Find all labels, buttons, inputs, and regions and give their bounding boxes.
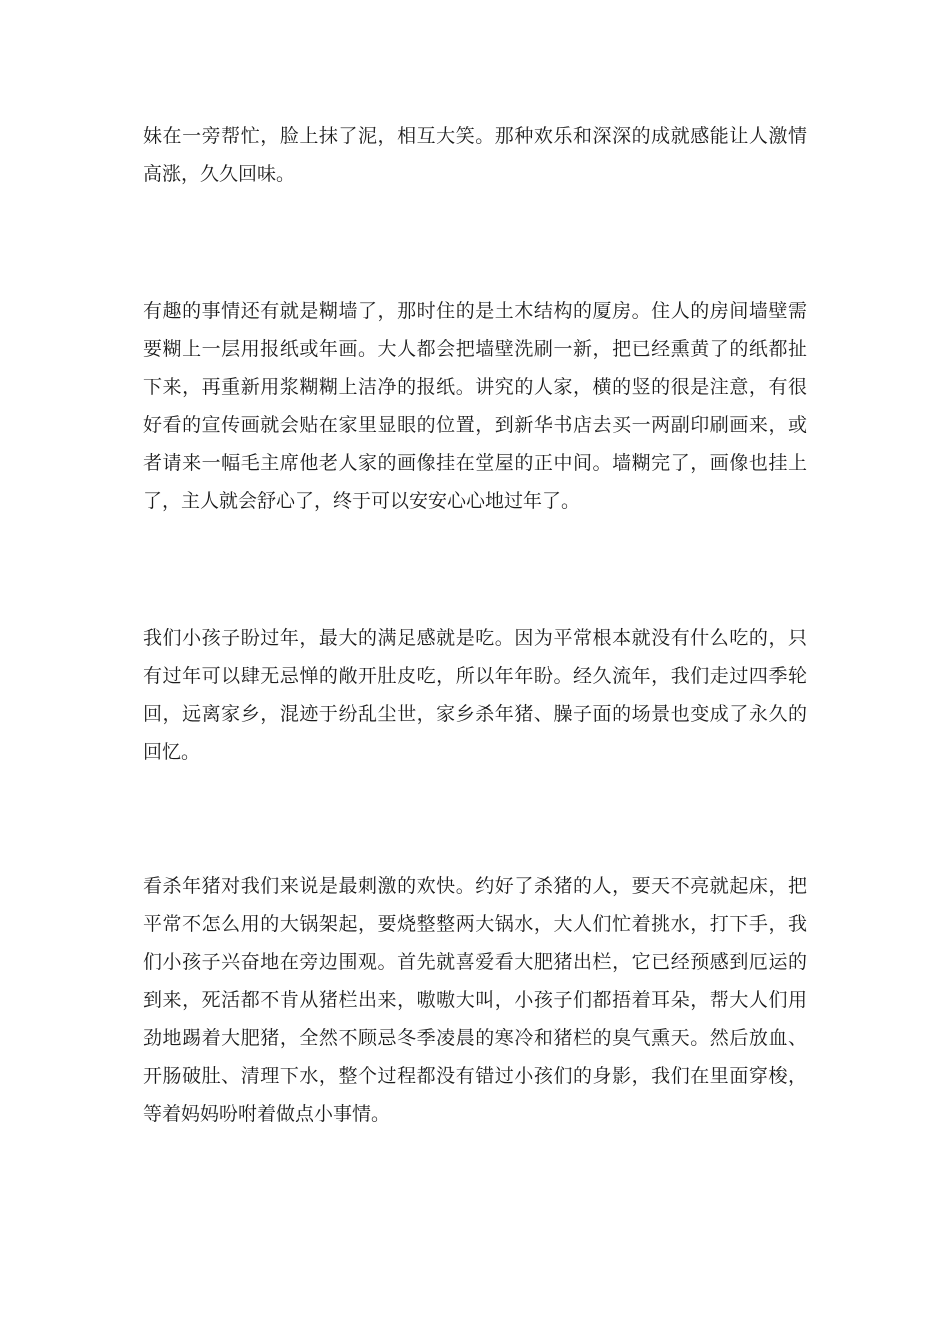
text-line: 妹在一旁帮忙，脸上抹了泥，相互大笑。那种欢乐和深深的成就感能让人激情 bbox=[143, 125, 807, 147]
text-line: 下来，再重新用浆糊糊上洁净的报纸。讲究的人家，横的竖的很是注意，有很 bbox=[143, 376, 807, 398]
text-line: 们小孩子兴奋地在旁边围观。首先就喜爱看大肥猪出栏，它已经预感到厄运的 bbox=[143, 951, 807, 973]
paragraph bbox=[143, 867, 807, 1133]
text-line: 者请来一幅毛主席他老人家的画像挂在堂屋的正中间。墙糊完了，画像也挂上 bbox=[143, 452, 807, 474]
text-line: 劲地踢着大肥猪，全然不顾忌冬季凌晨的寒冷和猪栏的臭气熏天。然后放血、 bbox=[143, 1027, 807, 1049]
text-line: 平常不怎么用的大锅架起，要烧整整两大锅水，大人们忙着挑水，打下手，我 bbox=[143, 913, 807, 935]
paragraph bbox=[143, 292, 807, 520]
text-line: 回，远离家乡，混迹于纷乱尘世，家乡杀年猪、臊子面的场景也变成了永久的 bbox=[143, 703, 807, 725]
text-line: 我们小孩子盼过年，最大的满足感就是吃。因为平常根本就没有什么吃的，只 bbox=[143, 627, 807, 649]
text-line: 了，主人就会舒心了，终于可以安安心心地过年了。 bbox=[143, 490, 581, 512]
text-line: 好看的宣传画就会贴在家里显眼的位置，到新华书店去买一两副印刷画来，或 bbox=[143, 414, 807, 436]
text-line: 到来，死活都不肯从猪栏出来，嗷嗷大叫，小孩子们都捂着耳朵，帮大人们用 bbox=[143, 989, 807, 1011]
text-line: 有过年可以肆无忌惮的敞开肚皮吃，所以年年盼。经久流年，我们走过四季轮 bbox=[143, 665, 807, 687]
text-line: 有趣的事情还有就是糊墙了，那时住的是土木结构的厦房。住人的房间墙壁需 bbox=[143, 300, 807, 322]
text-line: 要糊上一层用报纸或年画。大人都会把墙壁洗刷一新，把已经熏黄了的纸都扯 bbox=[143, 338, 807, 360]
text-line: 看杀年猪对我们来说是最刺激的欢快。约好了杀猪的人，要天不亮就起床，把 bbox=[143, 875, 807, 897]
text-line: 等着妈妈吩咐着做点小事情。 bbox=[143, 1103, 391, 1125]
paragraph bbox=[143, 117, 807, 193]
paragraph bbox=[143, 619, 807, 771]
text-line: 回忆。 bbox=[143, 741, 201, 763]
text-line: 高涨，久久回味。 bbox=[143, 163, 296, 185]
text-line: 开肠破肚、清理下水，整个过程都没有错过小孩们的身影，我们在里面穿梭， bbox=[143, 1065, 807, 1087]
